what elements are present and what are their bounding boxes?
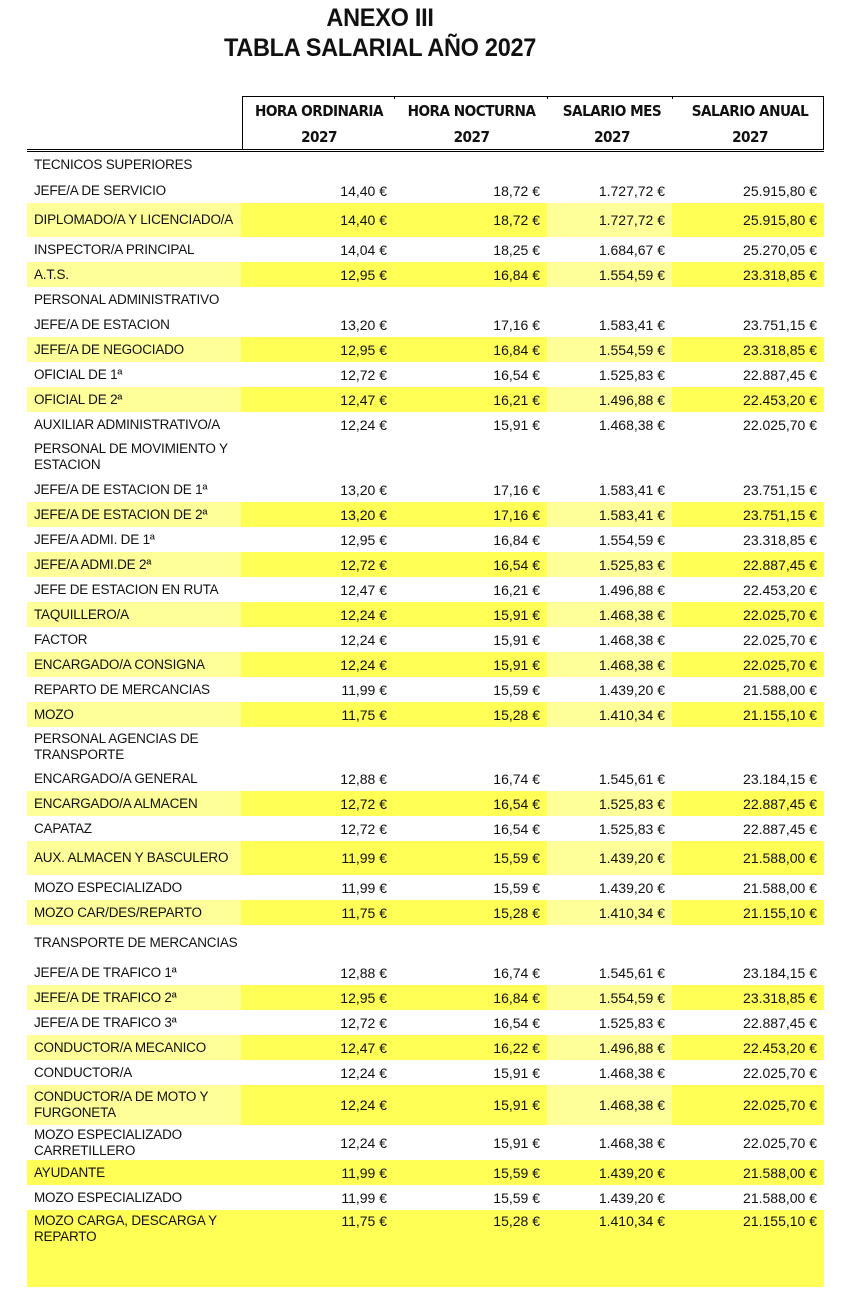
salario-mes-cell: 1.410,34 € bbox=[547, 900, 672, 925]
salario-anual-cell: 23.184,15 € bbox=[743, 964, 817, 981]
job-title-cell: MOZO CAR/DES/REPARTO bbox=[27, 900, 241, 925]
salario-anual-cell: 23.751,15 € bbox=[672, 502, 824, 527]
hora-ordinaria-cell: 12,47 € bbox=[241, 387, 394, 412]
hora-ordinaria-cell: 12,24 € bbox=[241, 602, 394, 627]
job-title-cell: JEFE/A ADMI.DE 2ª bbox=[27, 552, 241, 577]
hora-nocturna-cell: 16,22 € bbox=[394, 1035, 547, 1060]
job-title-cell: AUX. ALMACEN Y BASCULERO bbox=[27, 841, 241, 875]
hora-nocturna-cell: 17,16 € bbox=[394, 502, 547, 527]
job-title-cell: JEFE/A DE ESTACION DE 2ª bbox=[27, 502, 241, 527]
table-row bbox=[27, 502, 824, 527]
table-row bbox=[27, 387, 824, 412]
salario-mes-cell: 1.439,20 € bbox=[547, 841, 672, 875]
hora-nocturna-cell: 16,84 € bbox=[493, 531, 540, 548]
salario-mes-cell: 1.439,20 € bbox=[598, 1164, 665, 1181]
salario-mes-cell: 1.727,72 € bbox=[547, 203, 672, 237]
table-row bbox=[27, 203, 824, 237]
hora-ordinaria-cell: 12,95 € bbox=[340, 531, 387, 548]
job-title-cell: JEFE/A DE ESTACION bbox=[34, 316, 170, 332]
job-title-cell: OFICIAL DE 2ª bbox=[27, 387, 241, 412]
hora-nocturna-cell: 16,54 € bbox=[394, 791, 547, 816]
salario-anual-cell: 22.887,45 € bbox=[743, 366, 817, 383]
salario-mes-cell: 1.439,20 € bbox=[598, 879, 665, 896]
hora-nocturna-cell: 16,84 € bbox=[394, 985, 547, 1010]
table-row bbox=[27, 1035, 824, 1060]
salario-anual-cell: 21.588,00 € bbox=[743, 681, 817, 698]
salario-mes-cell: 1.583,41 € bbox=[598, 316, 665, 333]
hora-ordinaria-cell: 12,72 € bbox=[340, 820, 387, 837]
hora-nocturna-cell: 16,54 € bbox=[493, 366, 540, 383]
salario-anual-cell: 23.318,85 € bbox=[743, 531, 817, 548]
salario-anual-cell: 21.588,00 € bbox=[743, 1189, 817, 1206]
job-title-cell: TAQUILLERO/A bbox=[27, 602, 241, 627]
salario-anual-cell: 22.887,45 € bbox=[672, 552, 824, 577]
salario-anual-cell: 25.270,05 € bbox=[743, 241, 817, 258]
column-header-hora-ordinaria: HORA ORDINARIA 2027 bbox=[254, 102, 384, 146]
job-title-cell: CONDUCTOR/A bbox=[34, 1064, 133, 1080]
salario-mes-cell: 1.684,67 € bbox=[598, 241, 665, 258]
salario-mes-cell: 1.439,20 € bbox=[598, 681, 665, 698]
hora-nocturna-cell: 15,59 € bbox=[493, 1189, 540, 1206]
table-row bbox=[27, 816, 824, 841]
hora-ordinaria-cell: 12,24 € bbox=[340, 1064, 387, 1081]
salario-anual-cell: 22.025,70 € bbox=[743, 631, 817, 648]
job-title-cell: REPARTO DE MERCANCIAS bbox=[34, 681, 210, 697]
salario-anual-cell: 21.155,10 € bbox=[672, 702, 824, 727]
hora-nocturna-cell: 18,72 € bbox=[394, 203, 547, 237]
salario-mes-cell: 1.525,83 € bbox=[547, 791, 672, 816]
salario-mes-cell: 1.468,38 € bbox=[547, 602, 672, 627]
hora-ordinaria-cell: 12,95 € bbox=[241, 337, 394, 362]
document-title-annex: ANEXO III bbox=[326, 4, 434, 32]
hora-ordinaria-cell: 11,75 € bbox=[241, 900, 394, 925]
salario-anual-cell: 21.155,10 € bbox=[672, 900, 824, 925]
job-title-cell: ENCARGADO/A ALMACEN bbox=[27, 791, 241, 816]
salario-anual-cell: 22.025,70 € bbox=[743, 1064, 817, 1081]
job-title-cell: ENCARGADO/A CONSIGNA bbox=[27, 652, 241, 677]
table-row bbox=[27, 1125, 824, 1160]
salario-mes-cell: 1.468,38 € bbox=[547, 652, 672, 677]
header-double-rule bbox=[27, 149, 824, 150]
hora-ordinaria-cell: 12,72 € bbox=[340, 366, 387, 383]
table-row bbox=[27, 900, 824, 925]
job-title-cell: FACTOR bbox=[34, 631, 88, 647]
document-title-table: TABLA SALARIAL AÑO 2027 bbox=[223, 34, 537, 62]
salario-anual-cell: 23.184,15 € bbox=[743, 770, 817, 787]
job-title-cell: MOZO bbox=[27, 702, 241, 727]
column-header-salario-mes: SALARIO MES 2027 bbox=[562, 102, 662, 146]
column-header-salario-anual: SALARIO ANUAL 2027 bbox=[691, 102, 809, 146]
hora-ordinaria-cell: 11,99 € bbox=[341, 681, 387, 698]
table-row bbox=[27, 841, 824, 875]
salario-anual-cell: 23.751,15 € bbox=[743, 316, 817, 333]
salario-anual-cell: 21.588,00 € bbox=[743, 879, 817, 896]
salario-mes-cell: 1.554,59 € bbox=[598, 531, 665, 548]
salario-mes-cell: 1.583,41 € bbox=[598, 481, 665, 498]
hora-nocturna-cell: 15,59 € bbox=[493, 1164, 540, 1181]
job-title-cell: A.T.S. bbox=[27, 262, 241, 287]
table-row bbox=[27, 362, 824, 387]
section-header-row bbox=[27, 727, 824, 766]
table-row bbox=[27, 1085, 824, 1125]
hora-nocturna-cell: 16,54 € bbox=[493, 1014, 540, 1031]
salario-anual-cell: 22.025,70 € bbox=[672, 652, 824, 677]
job-title-cell: DIPLOMADO/A Y LICENCIADO/A bbox=[27, 203, 241, 237]
salario-anual-cell: 23.318,85 € bbox=[672, 262, 824, 287]
job-title-cell: MOZO ESPECIALIZADO CARRETILLERO bbox=[34, 1126, 182, 1158]
hora-nocturna-cell: 16,21 € bbox=[493, 581, 540, 598]
table-row bbox=[27, 337, 824, 362]
salario-anual-cell: 22.025,70 € bbox=[672, 1085, 824, 1125]
salario-mes-cell: 1.410,34 € bbox=[547, 702, 672, 727]
hora-ordinaria-cell: 11,75 € bbox=[241, 702, 394, 727]
hora-ordinaria-cell: 12,88 € bbox=[340, 770, 387, 787]
table-row bbox=[27, 677, 824, 702]
hora-nocturna-cell: 15,28 € bbox=[394, 900, 547, 925]
hora-nocturna-cell: 16,54 € bbox=[394, 552, 547, 577]
salario-mes-cell: 1.439,20 € bbox=[598, 1189, 665, 1206]
salario-mes-cell: 1.554,59 € bbox=[547, 985, 672, 1010]
section-header-row bbox=[27, 152, 824, 178]
salario-mes-cell: 1.468,38 € bbox=[598, 1134, 665, 1151]
salario-mes-cell: 1.525,83 € bbox=[598, 366, 665, 383]
hora-nocturna-cell: 17,16 € bbox=[493, 481, 540, 498]
hora-nocturna-cell: 16,74 € bbox=[493, 770, 540, 787]
hora-ordinaria-cell: 12,72 € bbox=[340, 1014, 387, 1031]
hora-nocturna-cell: 15,91 € bbox=[394, 602, 547, 627]
table-row bbox=[27, 766, 824, 791]
salario-anual-cell: 23.318,85 € bbox=[672, 985, 824, 1010]
job-title-cell: AUXILIAR ADMINISTRATIVO/A bbox=[34, 416, 221, 432]
salario-anual-cell: 22.887,45 € bbox=[743, 820, 817, 837]
salario-anual-cell: 23.318,85 € bbox=[672, 337, 824, 362]
salario-mes-cell: 1.727,72 € bbox=[598, 182, 665, 199]
salario-anual-cell: 21.588,00 € bbox=[743, 1164, 817, 1181]
salario-anual-cell: 22.025,70 € bbox=[743, 1134, 817, 1151]
salario-mes-cell: 1.496,88 € bbox=[547, 387, 672, 412]
hora-ordinaria-cell: 12,47 € bbox=[340, 581, 387, 598]
table-row bbox=[27, 985, 824, 1010]
job-title-cell: JEFE/A DE TRAFICO 3ª bbox=[34, 1014, 177, 1030]
table-row bbox=[27, 1185, 824, 1210]
hora-ordinaria-cell: 12,24 € bbox=[241, 1085, 394, 1125]
salario-anual-cell: 22.453,20 € bbox=[743, 581, 817, 598]
section-title: TECNICOS SUPERIORES bbox=[34, 157, 193, 172]
salario-anual-cell: 22.025,70 € bbox=[672, 602, 824, 627]
hora-nocturna-cell: 18,72 € bbox=[493, 182, 540, 199]
hora-ordinaria-cell: 12,24 € bbox=[340, 416, 387, 433]
salario-mes-cell: 1.496,88 € bbox=[547, 1035, 672, 1060]
table-row bbox=[27, 237, 824, 262]
salario-anual-cell: 25.915,80 € bbox=[672, 203, 824, 237]
table-row bbox=[27, 875, 824, 900]
table-row bbox=[27, 602, 824, 627]
job-title-cell: JEFE/A DE TRAFICO 1ª bbox=[34, 964, 177, 980]
section-title: TRANSPORTE DE MERCANCIAS bbox=[34, 934, 238, 950]
job-title-cell: OFICIAL DE 1ª bbox=[34, 366, 123, 382]
hora-nocturna-cell: 16,74 € bbox=[493, 964, 540, 981]
salario-mes-cell: 1.545,61 € bbox=[598, 770, 665, 787]
table-row bbox=[27, 791, 824, 816]
hora-nocturna-cell: 15,91 € bbox=[394, 1085, 547, 1125]
job-title-cell: MOZO ESPECIALIZADO bbox=[34, 1189, 182, 1205]
section-title: PERSONAL AGENCIAS DE TRANSPORTE bbox=[34, 730, 199, 762]
column-header-hora-nocturna: HORA NOCTURNA 2027 bbox=[407, 102, 536, 146]
hora-ordinaria-cell: 11,99 € bbox=[241, 841, 394, 875]
table-row bbox=[27, 312, 824, 337]
salario-mes-cell: 1.468,38 € bbox=[598, 1064, 665, 1081]
hora-nocturna-cell: 15,28 € bbox=[394, 702, 547, 727]
job-title-cell: JEFE/A DE SERVICIO bbox=[34, 182, 166, 198]
section-title: PERSONAL DE MOVIMIENTO Y ESTACION bbox=[34, 441, 228, 472]
job-title-cell: JEFE/A DE ESTACION DE 1ª bbox=[34, 481, 208, 497]
job-title-cell: JEFE DE ESTACION EN RUTA bbox=[34, 581, 219, 597]
section-title: PERSONAL ADMINISTRATIVO bbox=[34, 291, 220, 307]
salario-mes-cell: 1.468,38 € bbox=[547, 1085, 672, 1125]
salario-mes-cell: 1.468,38 € bbox=[598, 631, 665, 648]
job-title-cell: JEFE/A DE NEGOCIADO bbox=[27, 337, 241, 362]
hora-ordinaria-cell: 12,72 € bbox=[241, 552, 394, 577]
table-row bbox=[27, 1210, 824, 1287]
table-row bbox=[27, 262, 824, 287]
hora-ordinaria-cell: 12,95 € bbox=[241, 985, 394, 1010]
job-title-cell: CONDUCTOR/A DE MOTO Y FURGONETA bbox=[27, 1085, 241, 1125]
hora-ordinaria-cell: 14,40 € bbox=[340, 182, 387, 199]
hora-ordinaria-cell: 11,99 € bbox=[341, 1189, 387, 1206]
section-header-row bbox=[27, 287, 824, 312]
job-title-cell: CONDUCTOR/A MECANICO bbox=[27, 1035, 241, 1060]
salario-mes-cell: 1.410,34 € bbox=[598, 1213, 665, 1229]
table-row bbox=[27, 527, 824, 552]
hora-nocturna-cell: 15,59 € bbox=[493, 879, 540, 896]
hora-nocturna-cell: 16,21 € bbox=[394, 387, 547, 412]
salario-anual-cell: 22.887,45 € bbox=[672, 791, 824, 816]
hora-ordinaria-cell: 11,75 € bbox=[341, 1213, 387, 1229]
salario-mes-cell: 1.554,59 € bbox=[547, 337, 672, 362]
hora-nocturna-cell: 15,28 € bbox=[493, 1213, 540, 1229]
hora-ordinaria-cell: 13,20 € bbox=[241, 502, 394, 527]
hora-ordinaria-cell: 13,20 € bbox=[340, 316, 387, 333]
hora-ordinaria-cell: 12,72 € bbox=[241, 791, 394, 816]
salario-mes-cell: 1.554,59 € bbox=[547, 262, 672, 287]
salario-anual-cell: 22.887,45 € bbox=[743, 1014, 817, 1031]
hora-nocturna-cell: 16,84 € bbox=[394, 337, 547, 362]
salario-anual-cell: 25.915,80 € bbox=[743, 182, 817, 199]
hora-nocturna-cell: 15,91 € bbox=[493, 631, 540, 648]
hora-ordinaria-cell: 14,40 € bbox=[241, 203, 394, 237]
salario-mes-cell: 1.525,83 € bbox=[598, 820, 665, 837]
hora-ordinaria-cell: 12,88 € bbox=[340, 964, 387, 981]
job-title-cell: INSPECTOR/A PRINCIPAL bbox=[34, 241, 195, 257]
job-title-cell: MOZO CARGA, DESCARGA Y REPARTO bbox=[34, 1213, 217, 1244]
table-row bbox=[27, 477, 824, 502]
header-divider-tick bbox=[394, 96, 395, 99]
table-row bbox=[27, 1160, 824, 1185]
table-row bbox=[27, 412, 824, 437]
salario-anual-cell: 21.155,10 € bbox=[743, 1213, 817, 1229]
hora-ordinaria-cell: 14,04 € bbox=[340, 241, 387, 258]
section-header-row bbox=[27, 925, 824, 960]
salario-anual-cell: 22.453,20 € bbox=[672, 387, 824, 412]
hora-ordinaria-cell: 12,24 € bbox=[241, 652, 394, 677]
hora-nocturna-cell: 18,25 € bbox=[493, 241, 540, 258]
salario-mes-cell: 1.525,83 € bbox=[547, 552, 672, 577]
hora-nocturna-cell: 15,59 € bbox=[493, 681, 540, 698]
hora-nocturna-cell: 16,84 € bbox=[394, 262, 547, 287]
hora-nocturna-cell: 15,91 € bbox=[493, 1134, 540, 1151]
job-title-cell: CAPATAZ bbox=[34, 820, 92, 836]
hora-nocturna-cell: 15,59 € bbox=[394, 841, 547, 875]
header-divider-tick bbox=[672, 96, 673, 99]
job-title-cell: JEFE/A DE TRAFICO 2ª bbox=[27, 985, 241, 1010]
salario-anual-cell: 22.025,70 € bbox=[743, 416, 817, 433]
salario-mes-cell: 1.525,83 € bbox=[598, 1014, 665, 1031]
hora-nocturna-cell: 16,54 € bbox=[493, 820, 540, 837]
salario-anual-cell: 21.588,00 € bbox=[672, 841, 824, 875]
salario-mes-cell: 1.583,41 € bbox=[547, 502, 672, 527]
hora-nocturna-cell: 17,16 € bbox=[493, 316, 540, 333]
job-title-cell: ENCARGADO/A GENERAL bbox=[34, 770, 198, 786]
job-title-cell: MOZO ESPECIALIZADO bbox=[34, 879, 182, 895]
table-row bbox=[27, 702, 824, 727]
table-row bbox=[27, 1010, 824, 1035]
salario-anual-cell: 23.751,15 € bbox=[743, 481, 817, 498]
table-row bbox=[27, 178, 824, 203]
table-row bbox=[27, 627, 824, 652]
hora-nocturna-cell: 15,91 € bbox=[493, 1064, 540, 1081]
hora-nocturna-cell: 15,91 € bbox=[493, 416, 540, 433]
table-row bbox=[27, 552, 824, 577]
hora-ordinaria-cell: 11,99 € bbox=[341, 1164, 387, 1181]
hora-ordinaria-cell: 13,20 € bbox=[340, 481, 387, 498]
hora-ordinaria-cell: 12,24 € bbox=[340, 1134, 387, 1151]
hora-ordinaria-cell: 11,99 € bbox=[341, 879, 387, 896]
table-row bbox=[27, 577, 824, 602]
header-divider-tick bbox=[547, 96, 548, 99]
table-row bbox=[27, 960, 824, 985]
job-title-cell: JEFE/A ADMI. DE 1ª bbox=[34, 531, 155, 547]
hora-ordinaria-cell: 12,47 € bbox=[241, 1035, 394, 1060]
hora-nocturna-cell: 15,91 € bbox=[394, 652, 547, 677]
hora-ordinaria-cell: 12,95 € bbox=[241, 262, 394, 287]
salario-mes-cell: 1.468,38 € bbox=[598, 416, 665, 433]
hora-ordinaria-cell: 12,24 € bbox=[340, 631, 387, 648]
column-header-box bbox=[242, 96, 824, 149]
table-row bbox=[27, 1060, 824, 1085]
job-title-cell: AYUDANTE bbox=[34, 1164, 105, 1180]
salario-mes-cell: 1.496,88 € bbox=[598, 581, 665, 598]
salario-anual-cell: 22.453,20 € bbox=[672, 1035, 824, 1060]
section-header-row bbox=[27, 437, 824, 477]
salario-mes-cell: 1.545,61 € bbox=[598, 964, 665, 981]
table-row bbox=[27, 652, 824, 677]
